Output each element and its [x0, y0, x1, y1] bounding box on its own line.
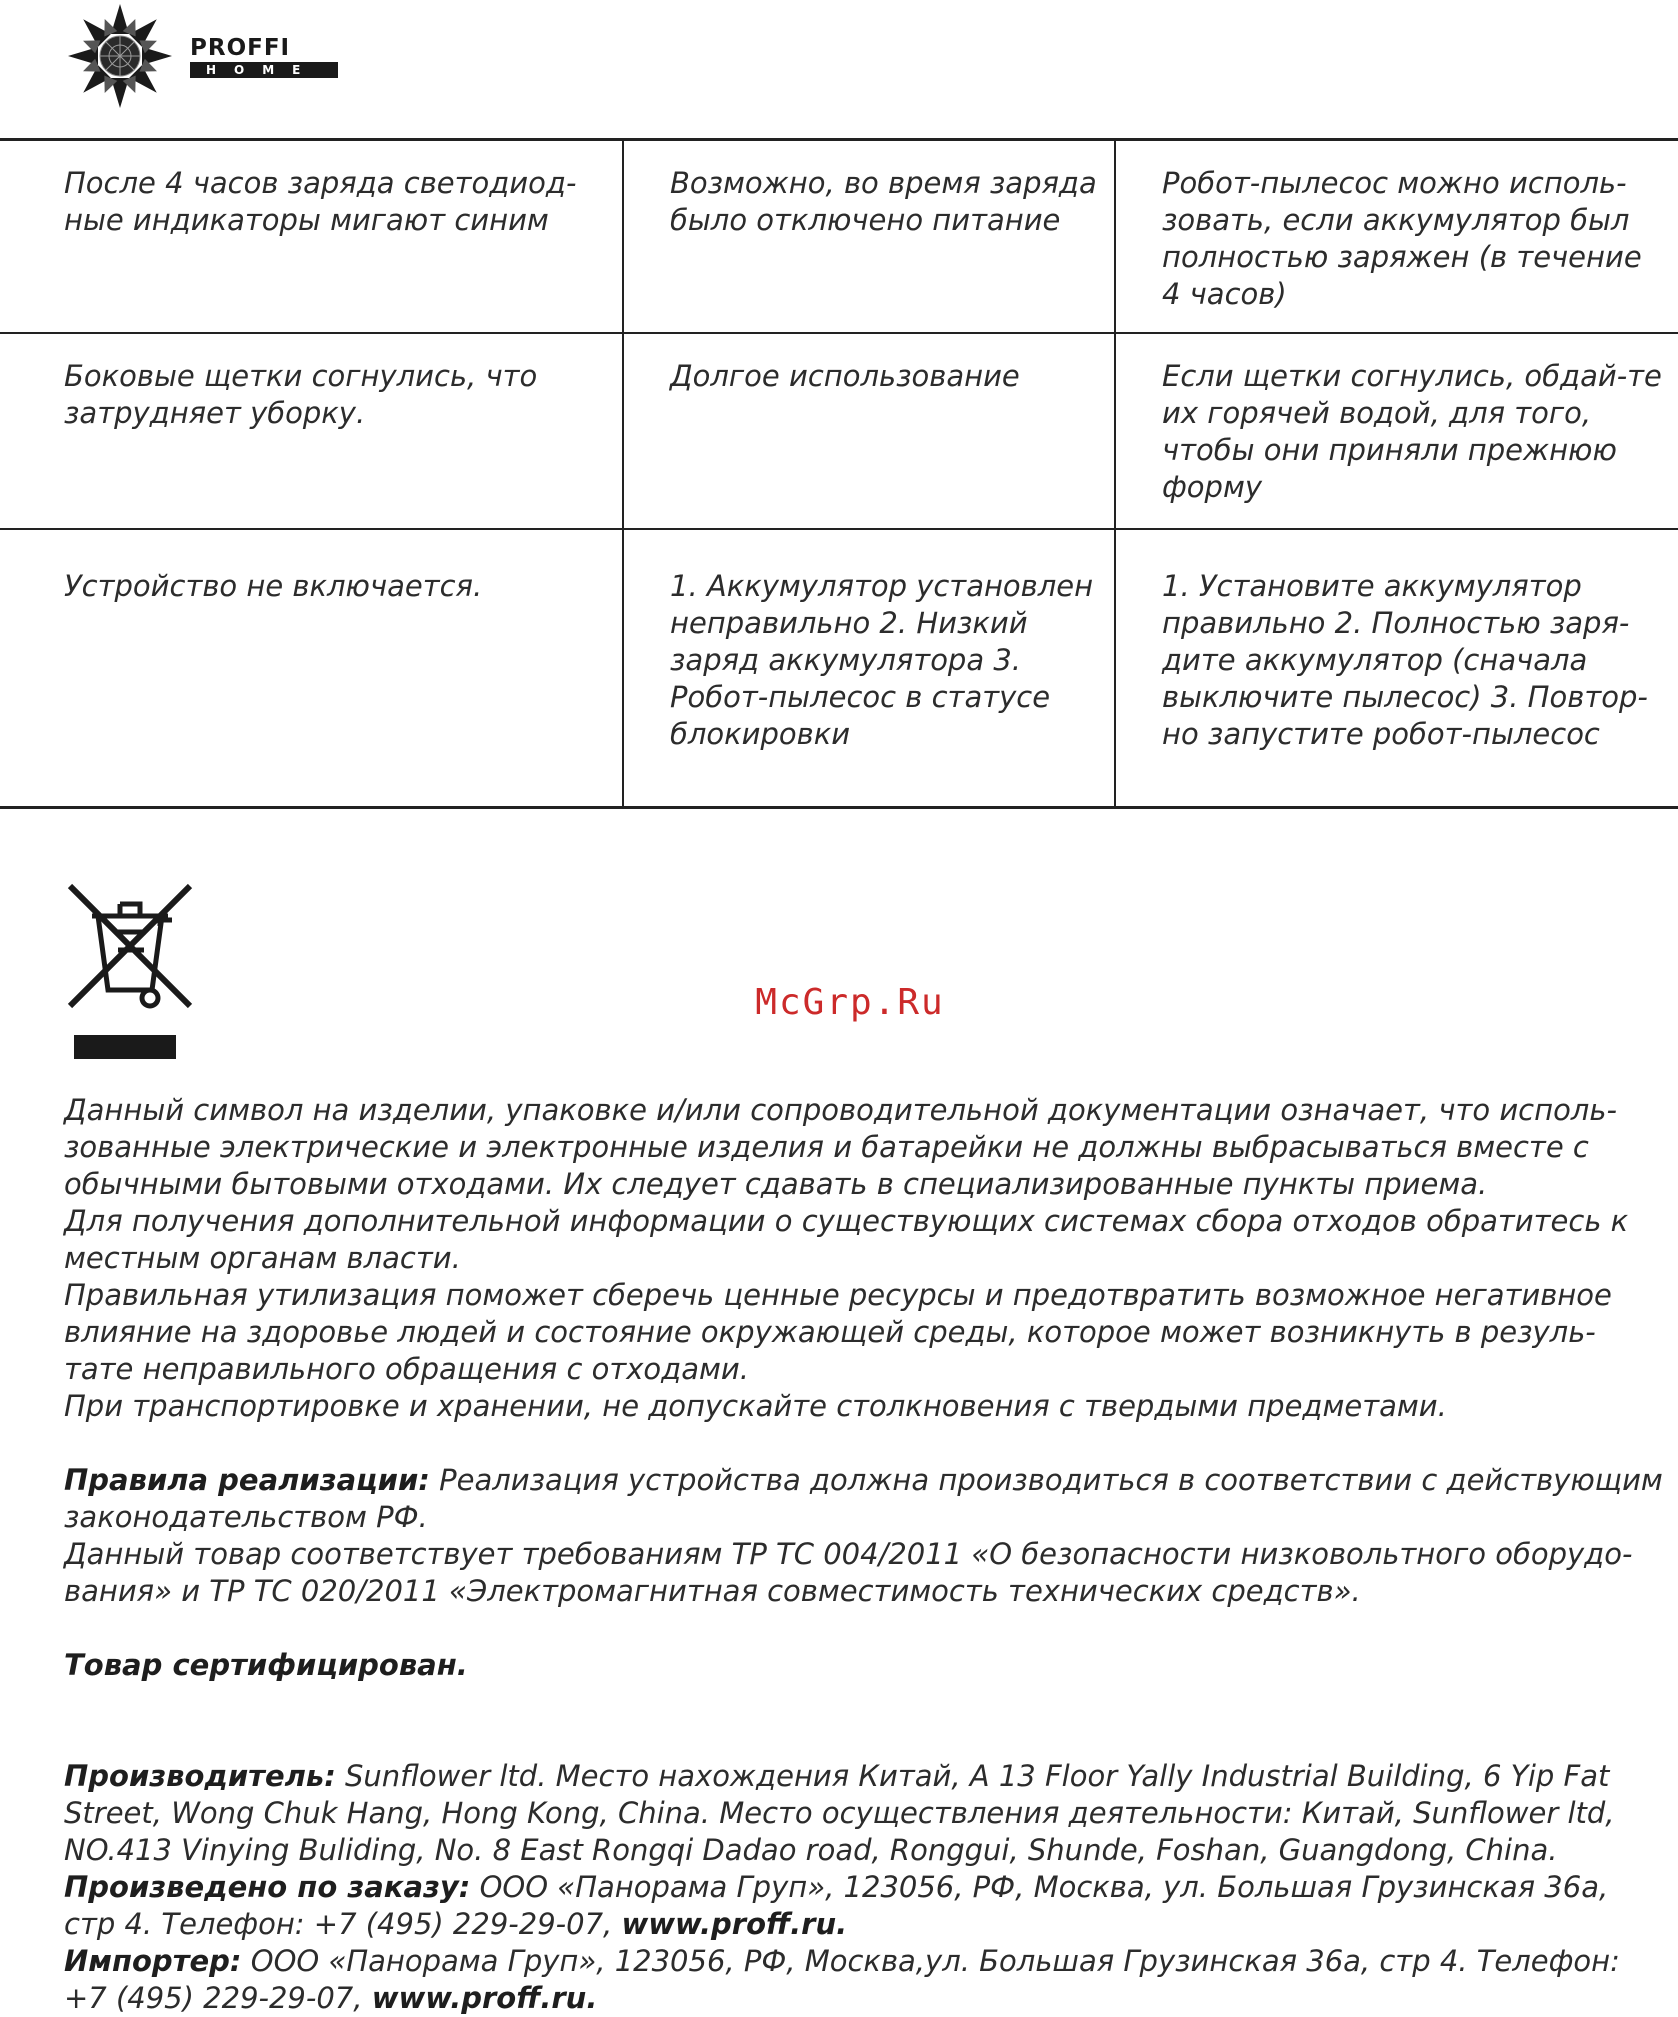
sales-rules-label: Правила реализации:	[64, 1463, 430, 1497]
problem-cell: После 4 часов заряда светодиод-ные индикаторы мигают синим	[0, 140, 623, 333]
solution-cell: Робот-пылесос можно исполь-зовать, если аккумулятор был полностью заряжен (в течение 4 часов)	[1115, 140, 1678, 333]
disposal-paragraph: При транспортировке и хранении, не допускайте столкновения с твердыми предметами.	[64, 1389, 1447, 1423]
watermark: McGrp.Ru	[755, 982, 945, 1023]
certified-note: Товар сертифицирован.	[64, 1648, 468, 1682]
sales-rules	[64, 1462, 1664, 1536]
sales-rules-text: Реализация устройства должна производиться в соответствии с действующим законодательством РФ.	[64, 1463, 1663, 1534]
importer-info	[64, 1943, 1664, 2017]
ordered-by-text: ООО «Панорама Груп», 123056, РФ, Москва, ул. Большая Грузинская 36а, стр 4. Телефон: +7 (495) 229-29-07,	[64, 1870, 1609, 1941]
compliance-text: Данный товар соответствует требованиям ТР ТС 004/2011 «О безопасности низковольтного оборудо-вания» и ТР ТС 020/2011 «Электромагнитная совместимость технических средств».	[64, 1537, 1633, 1608]
solution-cell: 1. Установите аккумулятор правильно 2. Полностью заря-дите аккумулятор (сначала выключите пылесос) 3. Повтор-но запустите робот-пылесос	[1115, 529, 1678, 808]
importer-label: Импортер:	[64, 1944, 242, 1978]
troubleshooting-table	[0, 138, 1678, 809]
brand-sub: HOME	[190, 62, 338, 78]
sunflower-logo-icon	[60, 0, 180, 112]
website-link[interactable]: www.proff.ru.	[621, 1907, 848, 1941]
disposal-paragraph: Данный символ на изделии, упаковке и/или сопроводительной документации означает, что исполь-зованные электрические и электронные изделия и батарейки не должны выбрасываться вместе с обычными бытовыми отходами. Их следует сдавать в специализированные пункты приема.	[64, 1093, 1617, 1201]
importer-text: ООО «Панорама Груп», 123056, РФ, Москва,ул. Большая Грузинская 36а, стр 4. Телефон: +7 (495) 229-29-07,	[64, 1944, 1620, 2015]
problem-cell: Боковые щетки согнулись, что затрудняет уборку.	[0, 333, 623, 529]
problem-cell: Устройство не включается.	[0, 529, 623, 808]
page-header	[0, 0, 1678, 135]
manufacturer-info	[64, 1758, 1664, 1869]
brand-name: PROFFI	[190, 35, 291, 61]
table-row	[0, 140, 1678, 333]
cause-cell: Долгое использование	[623, 333, 1115, 529]
table-row	[0, 333, 1678, 529]
brand-logo	[190, 36, 338, 78]
ordered-by-label: Произведено по заказу:	[64, 1870, 471, 1904]
crossed-bin-icon	[64, 880, 196, 1062]
document-body	[64, 1092, 1664, 2017]
table-row	[0, 529, 1678, 808]
disposal-paragraph: Для получения дополнительной информации о существующих системах сбора отходов обратитесь к местным органам власти.	[64, 1204, 1629, 1275]
solution-cell: Если щетки согнулись, обдай-те их горячей водой, для того, чтобы они приняли прежнюю форму	[1115, 333, 1678, 529]
cause-cell: Возможно, во время заряда было отключено питание	[623, 140, 1115, 333]
manufacturer-text: Sunflower ltd. Место нахождения Китай, A 13 Floor Yally Industrial Building, 6 Yip Fat Street, Wong Chuk Hang, Hong Kong, China. Место осуществления деятельности: Китай, Sunflower ltd, NO.413 Vinying Buliding, No. 8 East Rongqi Dadao road, Ronggui, Shunde, Foshan, Guangdong, China.	[64, 1759, 1615, 1867]
cause-cell: 1. Аккумулятор установлен неправильно 2. Низкий заряд аккумулятора 3. Робот-пылесос в статусе блокировки	[623, 529, 1115, 808]
ordered-by-info	[64, 1869, 1664, 1943]
website-link[interactable]: www.proff.ru.	[371, 1981, 598, 2015]
manufacturer-label: Производитель:	[64, 1759, 336, 1793]
disposal-paragraph: Правильная утилизация поможет сберечь ценные ресурсы и предотвратить возможное негативное влияние на здоровье людей и состояние окружающей среды, которое может возникнуть в резуль-тате неправильного обращения с отходами.	[64, 1278, 1612, 1386]
